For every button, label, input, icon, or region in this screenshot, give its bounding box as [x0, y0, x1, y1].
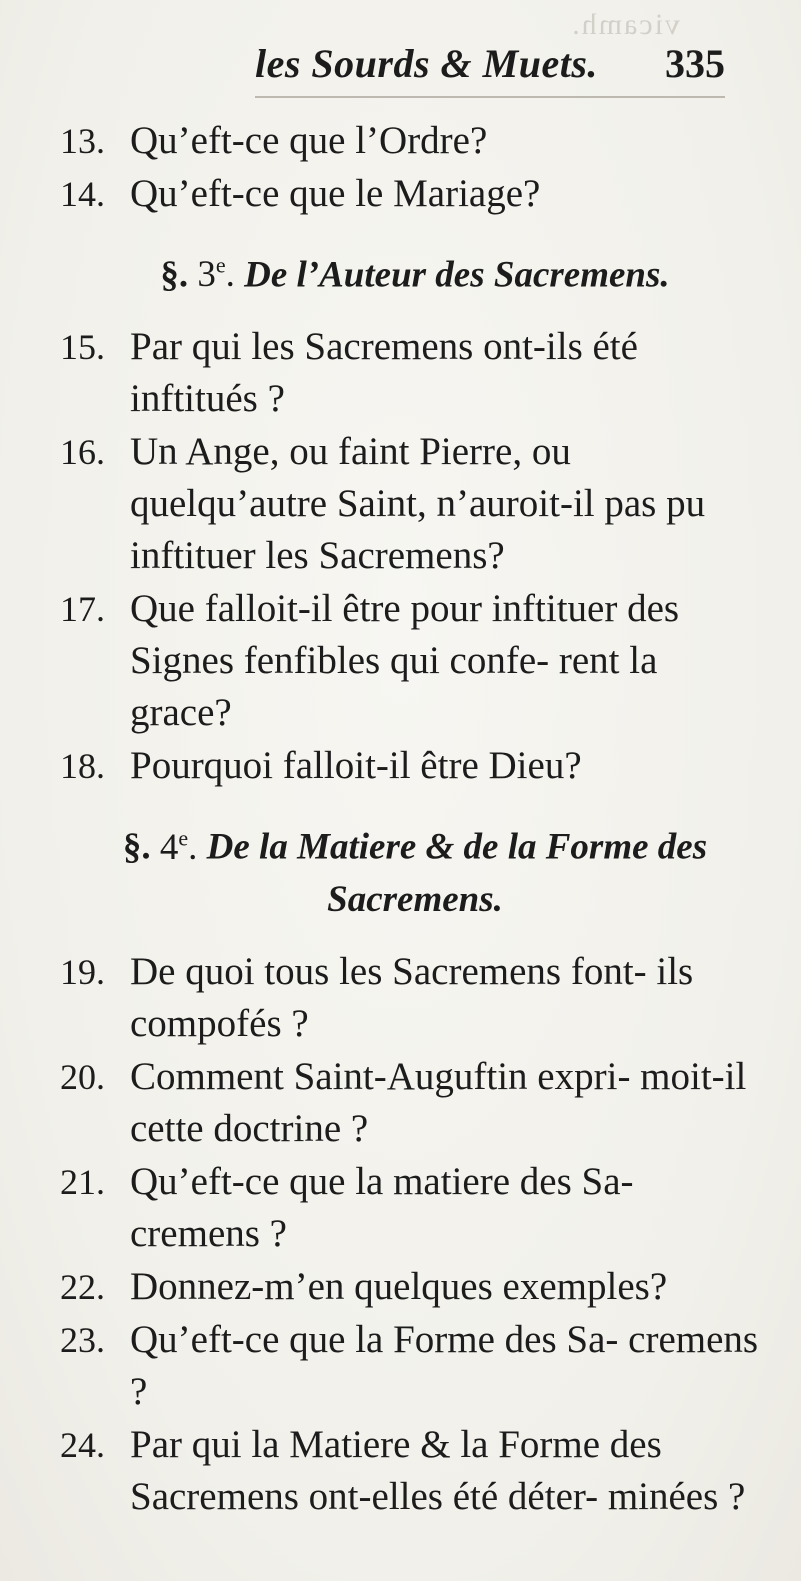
- question-item: [60, 1156, 760, 1260]
- question-number: 15.: [60, 327, 105, 368]
- question-item: [60, 115, 760, 167]
- question-text: Qu’eft-ce que le Mariage?: [130, 172, 541, 215]
- question-number: 21.: [60, 1161, 105, 1202]
- question-text: Un Ange, ou faint Pierre, ou quelqu’autre Saint, n’auroit-il pas pu inftituer les Sacremens?: [130, 430, 706, 578]
- question-item: [60, 1419, 760, 1523]
- running-head-rule: [255, 96, 725, 98]
- question-text: De quoi tous les Sacremens font- ils compofés ?: [130, 949, 694, 1045]
- question-item: [60, 1051, 760, 1155]
- section-title: De l’Auteur des Sacremens.: [244, 254, 670, 296]
- question-item: [60, 321, 760, 425]
- question-item: [60, 946, 760, 1050]
- question-number: 16.: [60, 432, 105, 473]
- running-head: [255, 40, 725, 100]
- question-number: 18.: [60, 746, 105, 787]
- section-ordinal: 3e.: [197, 253, 235, 296]
- question-number: 17.: [60, 589, 105, 630]
- question-number: 20.: [60, 1056, 105, 1097]
- page-number: 335: [665, 41, 725, 86]
- page-body: [60, 115, 760, 1524]
- question-number: 13.: [60, 121, 105, 161]
- question-text: Comment Saint-Auguftin expri- moit-il cette doctrine ?: [130, 1054, 747, 1150]
- section-heading: [60, 812, 760, 925]
- question-number: 23.: [60, 1319, 105, 1360]
- section-ordinal: 4e.: [159, 825, 198, 868]
- question-item: [60, 426, 760, 582]
- bleed-through-text: vicamh.: [570, 8, 680, 41]
- question-number: 19.: [60, 951, 105, 992]
- question-text: Pourquoi falloit-il être Dieu?: [130, 744, 582, 788]
- question-number: 14.: [60, 174, 105, 214]
- question-text: Par qui les Sacremens ont-ils été inftitués ?: [130, 325, 638, 421]
- question-item: [60, 1261, 760, 1313]
- question-text: Qu’eft-ce que l’Ordre?: [130, 119, 488, 162]
- section-heading: [60, 240, 760, 301]
- section-symbol: §.: [122, 826, 151, 868]
- question-item: [60, 1314, 760, 1418]
- question-text: Que falloit-il être pour inftituer des Signes fenfibles qui confe- rent la grace?: [130, 587, 680, 735]
- running-head-title: les Sourds & Muets.: [255, 41, 598, 86]
- question-text: Par qui la Matiere & la Forme des Sacremens ont-elles été déter- minées ?: [130, 1422, 746, 1518]
- question-text: Qu’eft-ce que la Forme des Sa- cremens ?: [130, 1317, 759, 1413]
- question-item: [60, 583, 760, 739]
- question-number: 24.: [60, 1424, 105, 1465]
- section-symbol: §.: [160, 254, 189, 296]
- question-number: 22.: [60, 1266, 105, 1307]
- question-item: [60, 168, 760, 220]
- question-text: Donnez-m’en quelques exemples?: [130, 1264, 668, 1308]
- question-item: [60, 740, 760, 792]
- section-title: De la Matiere & de la Forme des Sacremens.: [206, 826, 708, 920]
- question-text: Qu’eft-ce que la matiere des Sa- cremens ?: [130, 1159, 634, 1255]
